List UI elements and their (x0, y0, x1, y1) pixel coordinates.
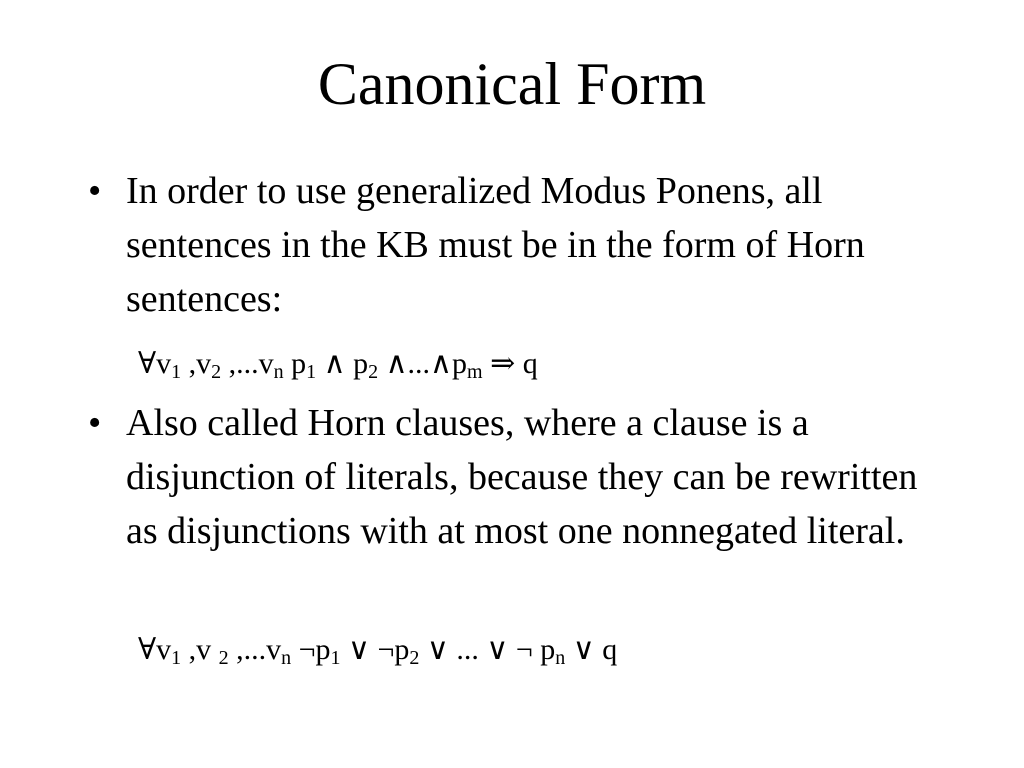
slide-title: Canonical Form (317, 51, 707, 117)
horn-clause-formula (138, 630, 617, 670)
formula-subscript: m (467, 361, 483, 383)
formula-subscript: n (273, 361, 284, 383)
formula-subscript: 1 (171, 361, 182, 383)
formula-token: ⇒ q (482, 347, 538, 380)
bullet-horn-sentences (88, 164, 948, 326)
formula-subscript: 1 (306, 361, 317, 383)
horn-sentence-formula (138, 344, 538, 384)
formula-token: v (196, 347, 212, 380)
formula-token: ∨ ... ∨ ¬ p (419, 633, 556, 666)
forall-symbol: ∀ (138, 347, 157, 380)
bullet-marker: • (88, 170, 102, 212)
formula-subscript: n (555, 647, 566, 669)
formula-subscript: 2 (409, 647, 420, 669)
formula-token: ,... (221, 347, 259, 380)
formula-subscript: n (281, 647, 292, 669)
formula-token: , (181, 347, 197, 380)
bullet-text: Also called Horn clauses, where a clause is a disjunction of literals, because they can be rewritten as disjunctions with at most one nonnegated literal. (126, 402, 918, 552)
formula-subscript: 1 (330, 647, 341, 669)
formula-token: ,v (181, 633, 219, 666)
bullet-marker: • (88, 402, 102, 444)
formula-token: ,...v (228, 633, 282, 666)
formula-token: v (156, 347, 172, 380)
forall-symbol: ∀ (138, 633, 157, 666)
formula-token: ∧ p (316, 347, 369, 380)
bullet-text: In order to use generalized Modus Ponens, all sentences in the KB must be in the form of Horn sentences: (126, 170, 865, 320)
formula-token: ∨ q (565, 633, 618, 666)
formula-token: v (156, 633, 172, 666)
formula-token: ∧...∧p (378, 347, 467, 380)
formula-subscript: 2 (368, 361, 379, 383)
formula-subscript: 2 (218, 647, 229, 669)
formula-token: p (283, 347, 307, 380)
bullet-horn-clauses (88, 396, 948, 558)
formula-token: v (258, 347, 274, 380)
formula-token: ∨ ¬p (340, 633, 410, 666)
formula-token: ¬p (291, 633, 331, 666)
formula-subscript: 2 (211, 361, 222, 383)
formula-subscript: 1 (171, 647, 182, 669)
